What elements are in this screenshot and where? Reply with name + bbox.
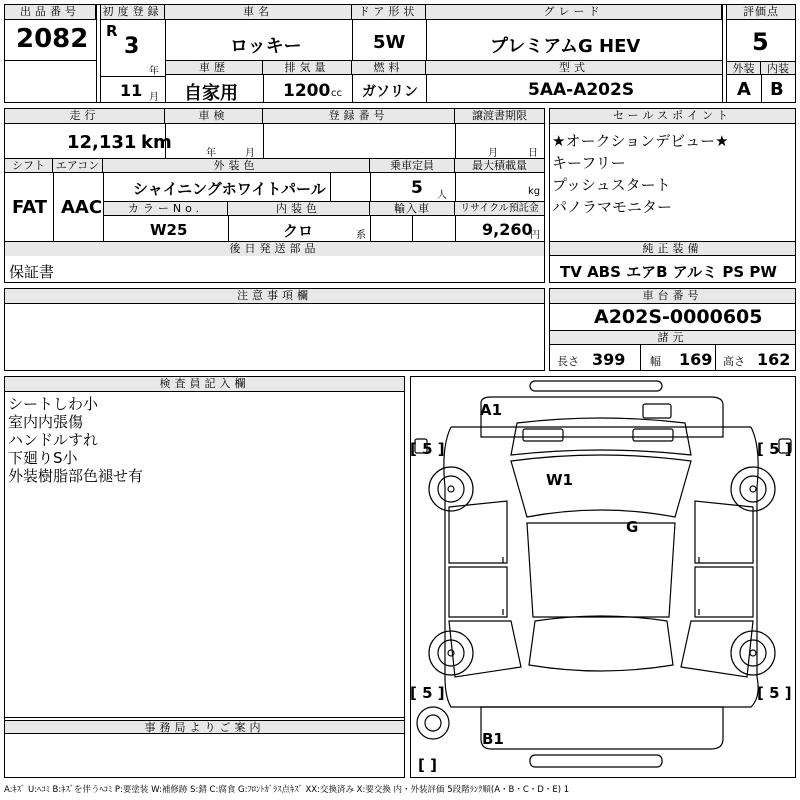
damage-mark-w1: W1: [546, 471, 573, 489]
recycle-unit: 円: [530, 230, 540, 241]
shift-label: シフト: [5, 159, 53, 173]
reg-year: 3: [124, 34, 140, 59]
damage-mark-a1: A1: [480, 401, 503, 419]
later-parts: 保証書: [9, 263, 55, 281]
genuine-equipment: TV ABS エアB アルミ PS PW: [560, 263, 777, 281]
ac-label: エアコン: [53, 159, 103, 173]
model-code: 5AA-A202S: [528, 80, 635, 100]
inspector-note-5: 外装樹脂部色褪せ有: [8, 467, 144, 485]
inspection-label: 車検: [165, 109, 263, 124]
later-parts-label: 後日発送部品: [5, 242, 544, 256]
era: R: [106, 22, 118, 40]
first-reg-label: 初度登録: [101, 5, 165, 20]
interior-label: 内装: [761, 61, 795, 75]
tire-rear-right: [ 5 ]: [757, 684, 792, 702]
exterior-color: シャイニングホワイトパール: [133, 180, 326, 198]
capacity-unit: 人: [437, 190, 447, 201]
fuel-label: 燃料: [352, 61, 426, 75]
car-history: 自家用: [184, 83, 238, 104]
tire-front-left: [ 5 ]: [410, 440, 445, 458]
later-parts-box: [4, 256, 545, 283]
notes-label: 注意事項欄: [5, 289, 544, 304]
car-diagram: [411, 377, 795, 777]
sales-points-label: セールスポイント: [550, 109, 795, 124]
legend: A:ｷｽﾞ U:ﾍｺﾐ B:ｷｽﾞを伴うﾍｺﾐ P:要塗装 W:補修跡 S:錆 C:腐食 G:ﾌﾛﾝﾄｶﾞﾗｽ点ｷｽﾞ XX:交換済み X:要交換 内・外装評価 5段階ﾗﾝｸ順(A・B・C・D・E) 1: [4, 785, 570, 795]
tire-rear-left: [ 5 ]: [410, 684, 445, 702]
fuel: ガソリン: [362, 84, 418, 100]
interior-grade: B: [770, 79, 784, 100]
ext-color-label: 外装色: [103, 159, 370, 173]
exterior-grade: A: [737, 79, 751, 100]
score-label: 評価点: [727, 5, 795, 20]
shift: FAT: [12, 197, 48, 218]
max-load-label: 最大積載量: [455, 159, 544, 173]
mileage-unit: km: [141, 132, 172, 153]
tire-front-right: [ 5 ]: [757, 440, 792, 458]
exterior-label: 外装: [727, 61, 761, 75]
length-label: 長さ: [557, 355, 579, 368]
tire-spare: [ ]: [418, 756, 437, 774]
inspector-note-1: シートしわ小: [8, 395, 99, 413]
width: 169: [679, 350, 713, 369]
history-label: 車歴: [166, 61, 263, 75]
chassis-label: 車台番号: [550, 289, 795, 304]
inspection-month-unit: 月: [245, 148, 255, 159]
ac: AAC: [61, 197, 103, 218]
score: 5: [752, 28, 769, 56]
sales-point-4: パノラマモニター: [552, 198, 673, 216]
inspector-note-2: 室内内張傷: [8, 413, 84, 431]
specs-label: 諸元: [550, 331, 795, 345]
damage-mark-g: G: [626, 518, 639, 536]
transfer-day-unit: 日: [528, 148, 538, 159]
displacement: 1200: [283, 81, 331, 101]
color-no: W25: [150, 221, 188, 239]
mileage-label: 走行: [5, 109, 165, 124]
length: 399: [592, 350, 626, 369]
sales-point-1: ★オークションデビュー★: [552, 132, 729, 150]
reg-month: 11: [120, 81, 143, 100]
height-label: 高さ: [723, 355, 745, 368]
car-name: ロッキー: [230, 36, 302, 57]
month-unit: 月: [149, 92, 159, 103]
capacity-label: 乗車定員: [370, 159, 455, 173]
inspector-note-4: 下廻りS小: [8, 449, 78, 467]
interior-color-suffix: 系: [356, 230, 366, 241]
height: 162: [757, 350, 791, 369]
width-label: 幅: [650, 355, 661, 368]
car-name-label: 車名: [165, 5, 352, 20]
capacity: 5: [411, 178, 423, 198]
sales-point-2: キーフリー: [552, 154, 626, 172]
recycle-fee: 9,260: [482, 220, 533, 239]
interior-color: クロ: [283, 222, 314, 240]
inspection-year-unit: 年: [206, 148, 216, 159]
inspector-label: 検査員記入欄: [5, 377, 404, 392]
displacement-unit: cc: [331, 88, 342, 99]
inspector-note-3: ハンドルすれ: [8, 431, 99, 449]
transfer-label: 譲渡書期限: [455, 109, 544, 124]
transfer-month-unit: 月: [488, 148, 498, 159]
grade: プレミアムG HEV: [490, 36, 641, 57]
recycle-label: リサイクル預託金: [455, 202, 544, 216]
reg-no-label: 登録番号: [263, 109, 455, 124]
import-label: 輸入車: [370, 202, 455, 216]
genuine-label: 純正装備: [550, 242, 795, 256]
door-label: ドア形状: [352, 5, 426, 20]
model-code-label: 型式: [426, 61, 722, 75]
office-label: 事務局よりご案内: [5, 720, 404, 734]
door-type: 5W: [373, 32, 406, 53]
color-no-label: カラーNo.: [104, 202, 228, 216]
sales-point-3: プッシュスタート: [552, 176, 671, 194]
grade-label: グレード: [426, 5, 722, 20]
max-load-unit: kg: [528, 186, 541, 197]
displacement-label: 排気量: [263, 61, 352, 75]
chassis-number: A202S-0000605: [594, 306, 763, 328]
lot-number: 2082: [16, 24, 89, 54]
year-unit: 年: [149, 66, 159, 77]
lot-no-label: 出品番号: [5, 5, 96, 20]
mileage: 12,131: [67, 132, 137, 153]
int-color-label: 内装色: [228, 202, 370, 216]
damage-mark-b1: B1: [482, 730, 504, 748]
